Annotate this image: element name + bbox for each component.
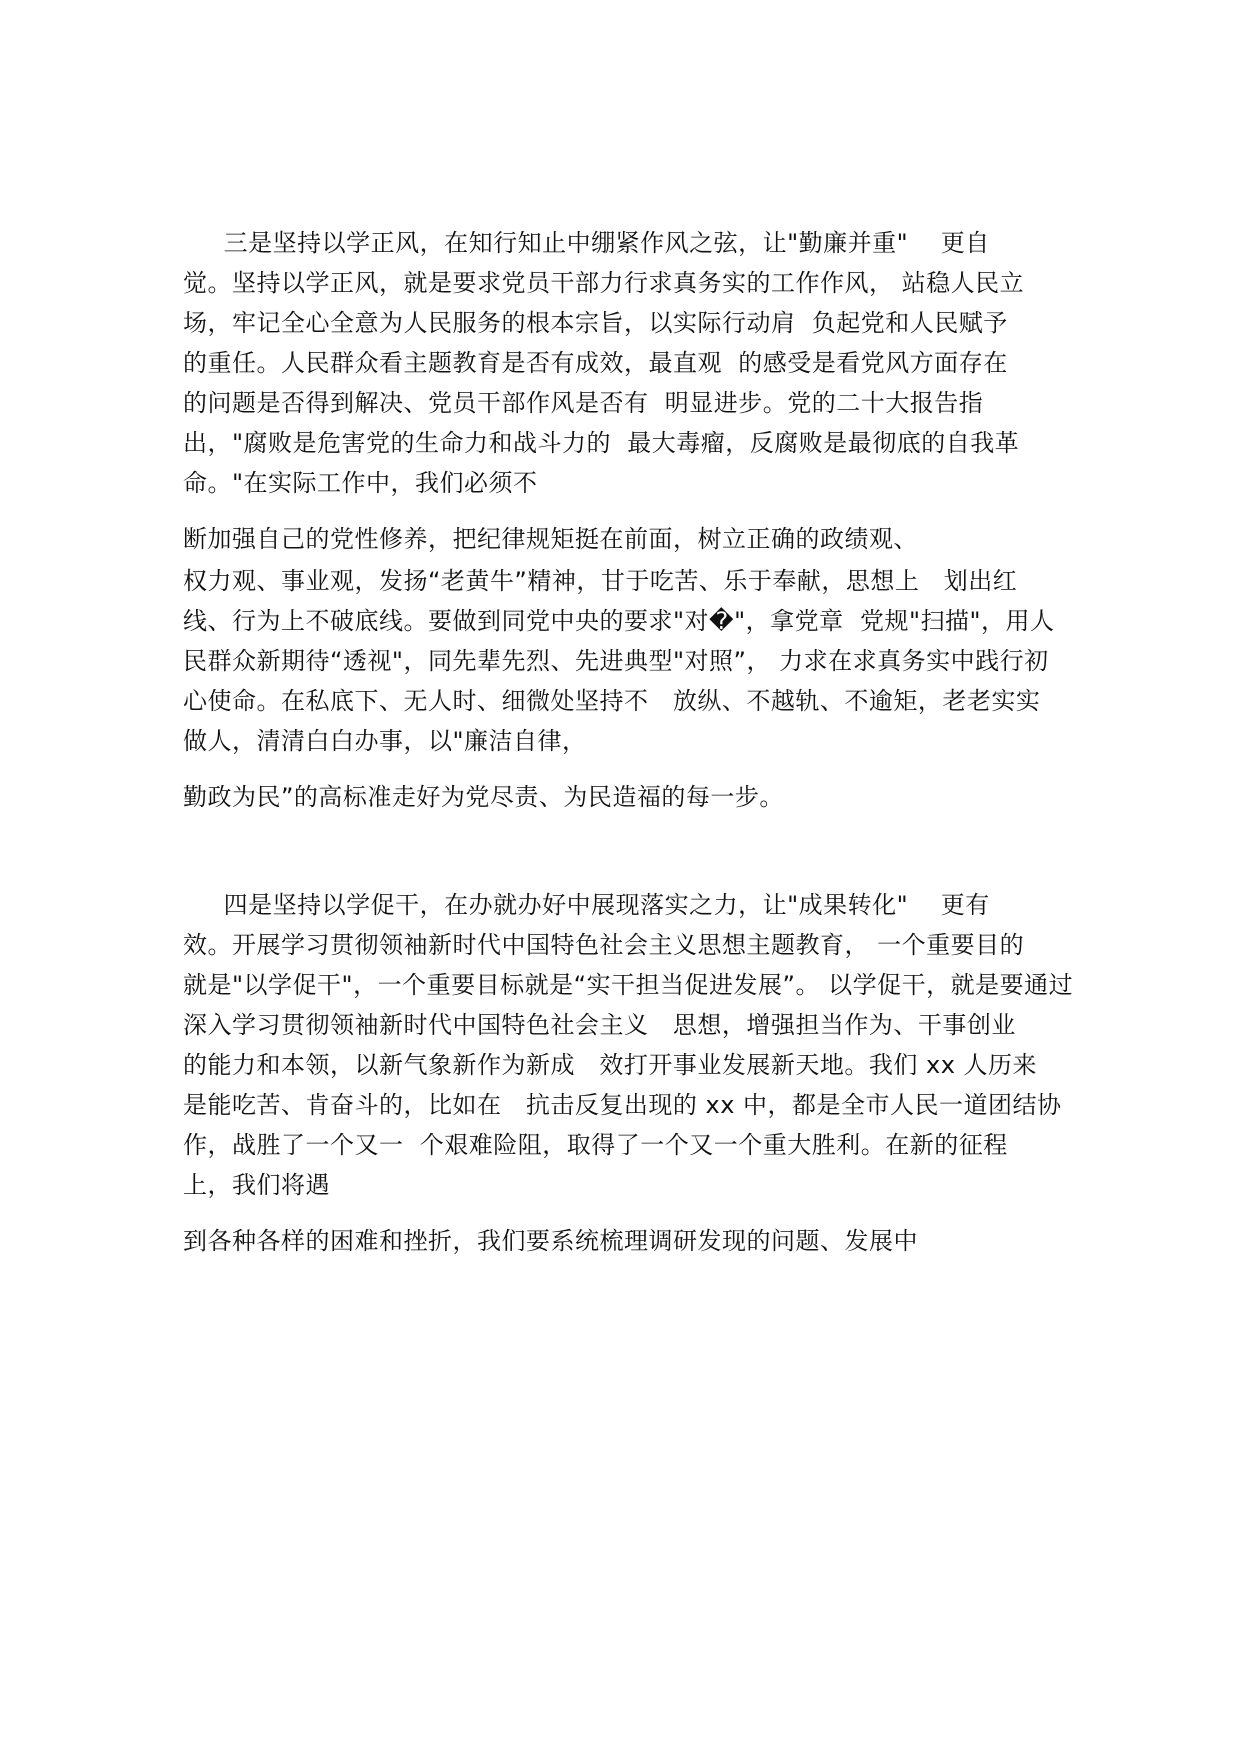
paragraph-3-line-8: 断加强自己的党性修养，把纪律规矩挺在前面，树立正确的政绩观、 <box>183 525 918 553</box>
paragraph-4-line-6: 是能吃苦、肯奋斗的，比如在 抗击反复出现的 xx 中，都是全市人民一道团结协 <box>183 1091 1062 1119</box>
paragraph-3-line-9: 权力观、事业观，发扬“老黄牛”精神，甘于吃苦、乐于奉献，思想上 划出红 <box>183 567 1018 595</box>
paragraph-4-line-9: 到各种各样的困难和挫折，我们要系统梳理调研发现的问题、发展中 <box>183 1227 918 1255</box>
paragraph-4-line-5: 的能力和本领，以新气象新作为新成 效打开事业发展新天地。我们 xx 人历来 <box>183 1051 1038 1079</box>
paragraph-4-line-3: 就是"以学促干"，一个重要目标就是“实干担当促进发展”。 以学促干，就是要通过 <box>183 971 1074 999</box>
paragraph-3-line-4: 的重任。人民群众看主题教育是否有成效，最直观 的感受是看党风方面存在 <box>183 349 1008 377</box>
paragraph-3-line-6: 出，"腐败是危害党的生命力和战斗力的 最大毒瘤，反腐败是最彻底的自我革 <box>183 429 1020 457</box>
paragraph-3-line-10: 线、行为上不破底线。要做到同党中央的要求"对�"，拿党章 党规"扫描"，用人 <box>183 607 1055 635</box>
paragraph-3-line-1: 三是坚持以学正风，在知行知止中绷紧作风之弦，让"勤廉并重" 更自 <box>183 229 990 257</box>
paragraph-3-line-14: 勤政为民”的高标准走好为党尽责、为民造福的每一步。 <box>183 783 784 811</box>
paragraph-3-line-12: 心使命。在私底下、无人时、细微处坚持不 放纵、不越轨、不逾矩，老老实实 <box>183 687 1041 715</box>
paragraph-4-line-7: 作，战胜了一个又一 个艰难险阻，取得了一个又一个重大胜利。在新的征程 <box>183 1131 1008 1159</box>
paragraph-4-line-2: 效。开展学习贯彻领袖新时代中国特色社会主义思想主题教育， 一个重要目的 <box>183 931 1025 959</box>
paragraph-3-line-11: 民群众新期待“透视"，同先辈先烈、先进典型"对照”， 力求在求真务实中践行初 <box>183 647 1049 675</box>
paragraph-4-line-4: 深入学习贯彻领袖新时代中国特色社会主义 思想，增强担当作为、干事创业 <box>183 1011 1016 1039</box>
paragraph-4-line-8: 上，我们将遇 <box>183 1171 330 1199</box>
paragraph-4-line-1: 四是坚持以学促干，在办就办好中展现落实之力，让"成果转化" 更有 <box>183 891 990 919</box>
paragraph-3-line-7: 命。"在实际工作中，我们必须不 <box>183 469 538 497</box>
paragraph-3-line-3: 场，牢记全心全意为人民服务的根本宗旨，以实际行动肩 负起党和人民赋予 <box>183 309 1008 337</box>
paragraph-3-line-5: 的问题是否得到解决、党员干部作风是否有 明显进步。党的二十大报告指 <box>183 389 984 417</box>
paragraph-3-line-13: 做人，清清白白办事，以"廉洁自律， <box>183 727 587 755</box>
paragraph-3-line-2: 觉。坚持以学正风，就是要求党员干部力行求真务实的工作作风， 站稳人民立 <box>183 269 1025 297</box>
